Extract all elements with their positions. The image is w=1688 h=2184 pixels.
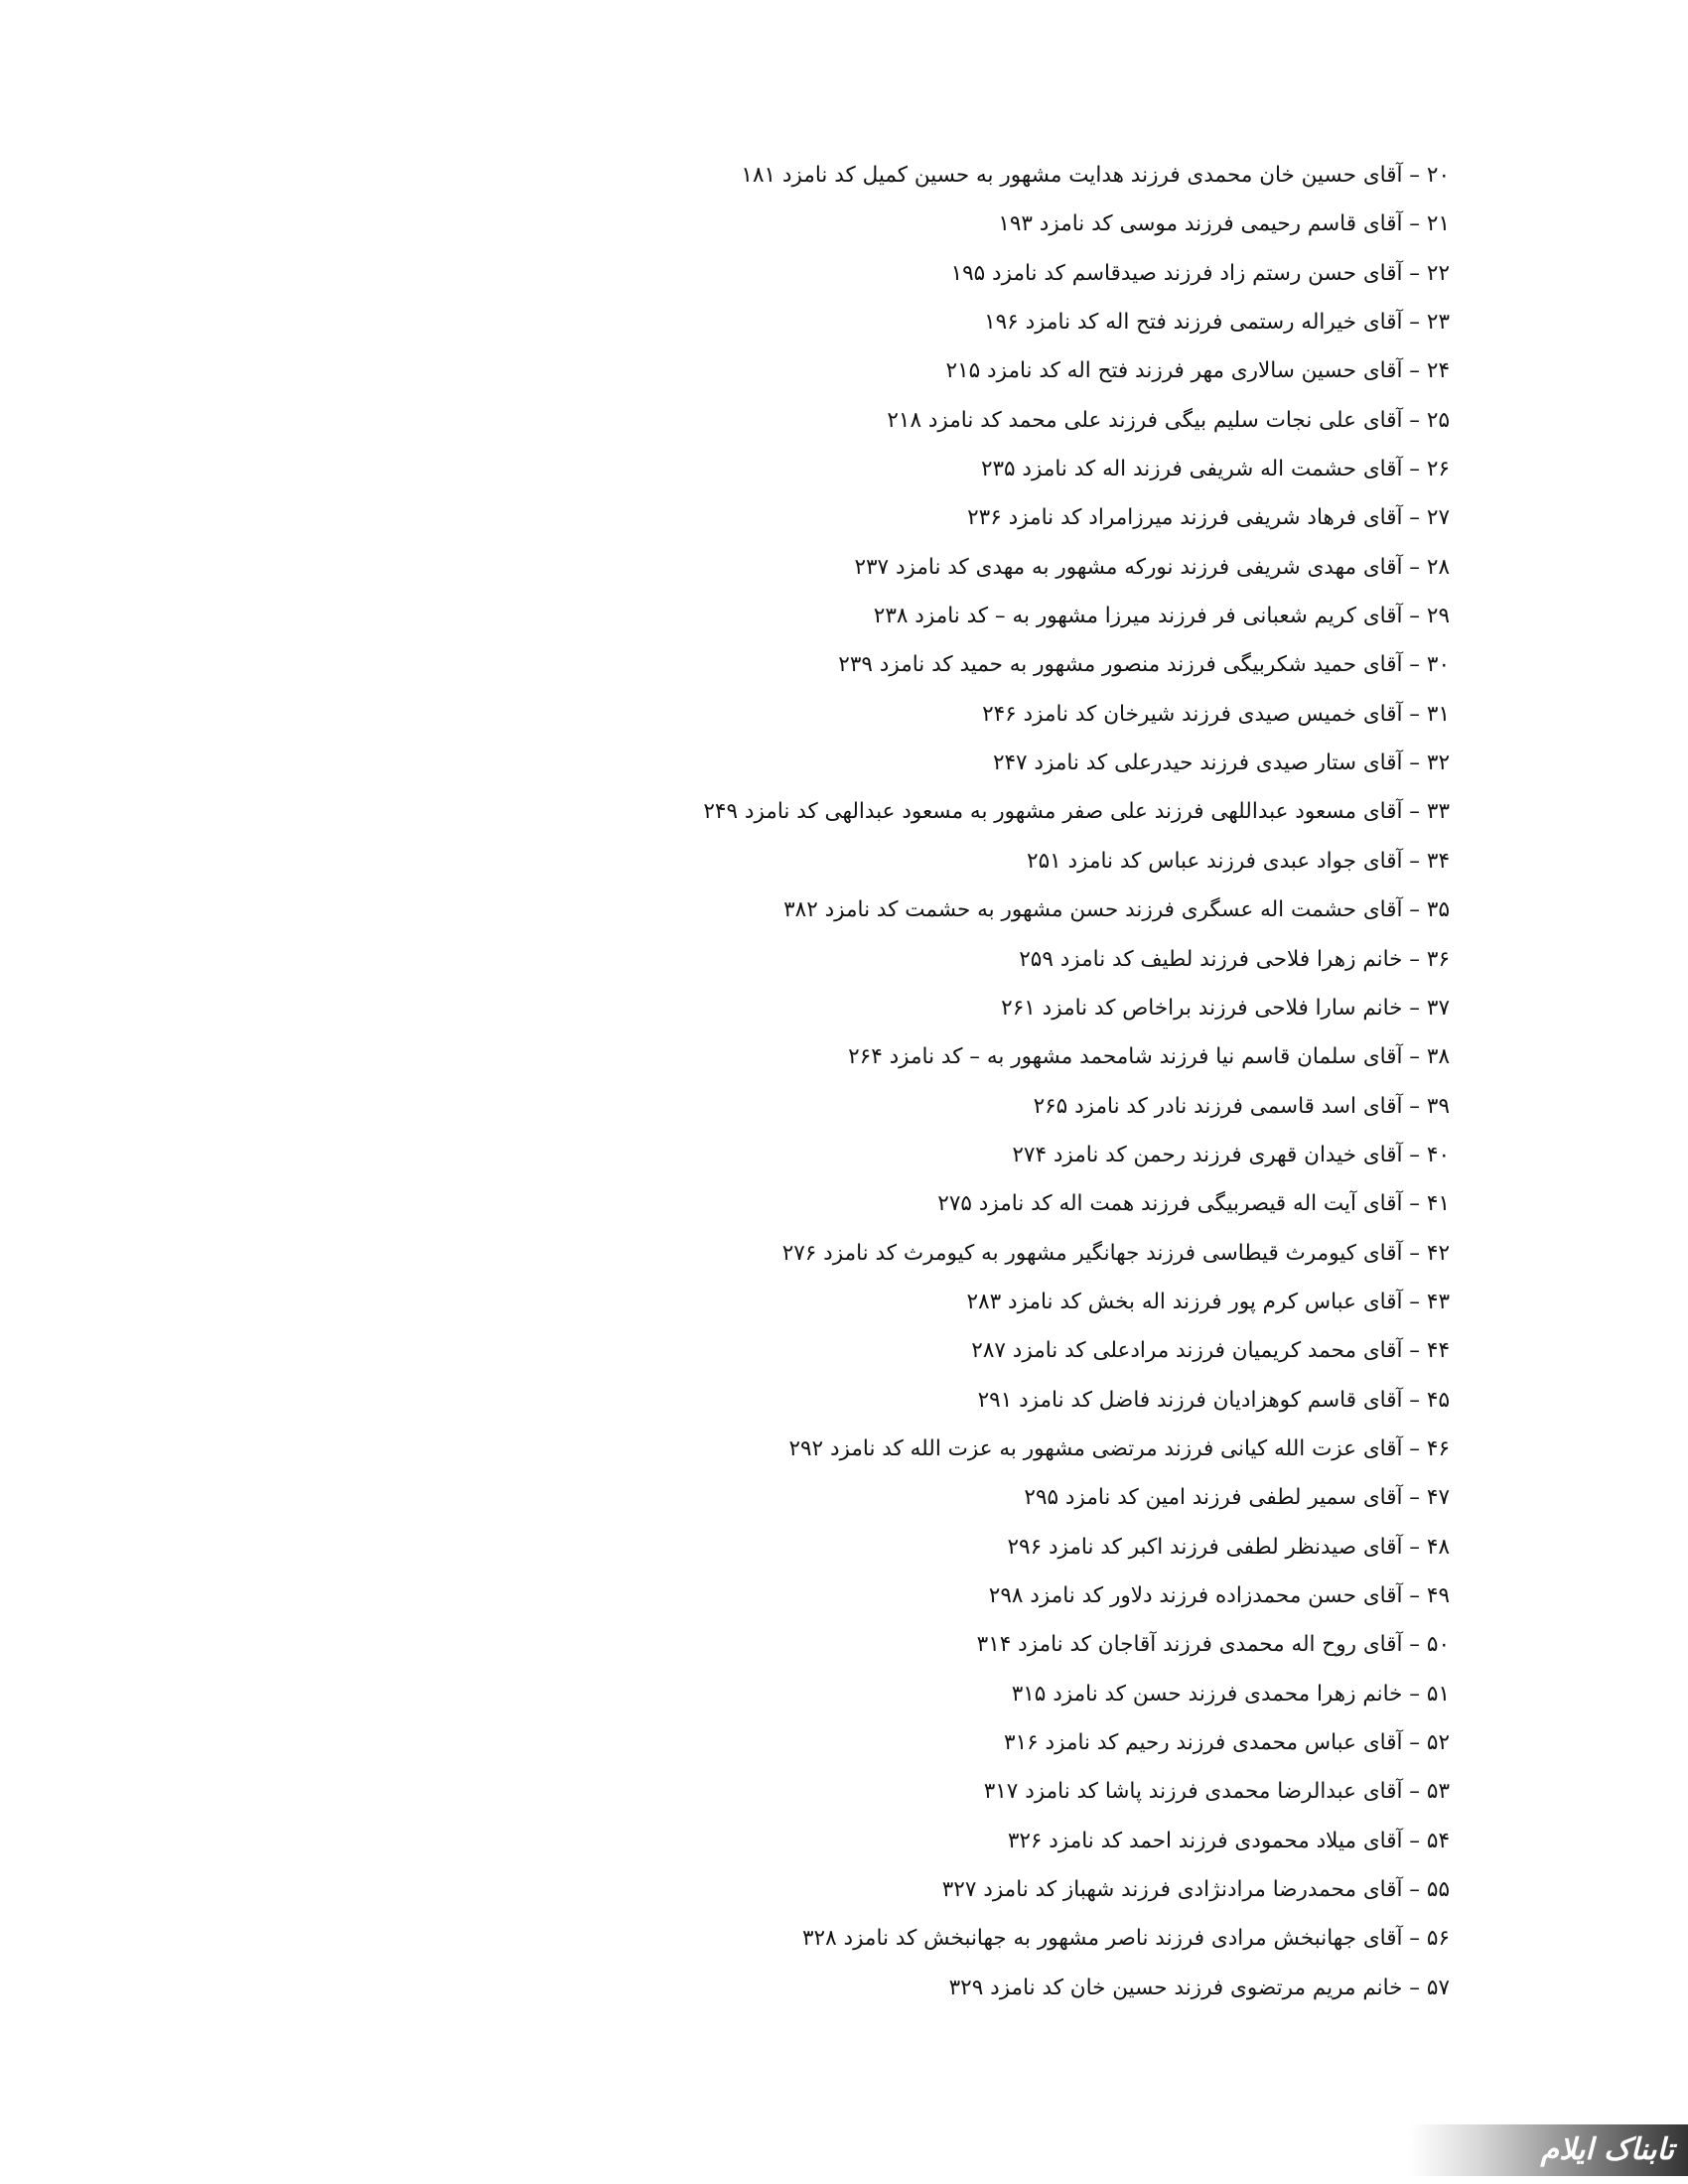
logo-text: تابناک ایلام [1540, 2132, 1674, 2167]
list-item [556, 1670, 1450, 1718]
list-item [556, 1523, 1450, 1571]
list-item [556, 640, 1450, 689]
candidate-entry: ۲۹ – آقای کریم شعبانی فر فرزند میرزا مشهور به – کد نامزد ۲۳۸ [873, 604, 1450, 629]
candidate-entry: ۳۲ – آقای ستار صیدی فرزند حیدرعلی کد نامزد ۲۴۷ [992, 751, 1450, 776]
candidate-entry: ۴۶ – آقای عزت الله کیانی فرزند مرتضی مشهور به عزت الله کد نامزد ۲۹۲ [788, 1435, 1450, 1461]
candidate-entry: ۳۳ – آقای مسعود عبداللهی فرزند علی صفر مشهور به مسعود عبدالهی کد نامزد ۲۴۹ [703, 799, 1450, 825]
list-item [556, 1082, 1450, 1131]
list-item [556, 690, 1450, 739]
list-item [556, 1571, 1450, 1620]
list-item [556, 1229, 1450, 1278]
list-item [556, 543, 1450, 592]
candidate-entry: ۳۶ – خانم زهرا فلاحی فرزند لطیف کد نامزد ۲۵۹ [1019, 946, 1450, 972]
list-item [556, 1914, 1450, 1963]
list-item [556, 984, 1450, 1032]
candidate-entry: ۵۱ – خانم زهرا محمدی فرزند حسن کد نامزد ۳۱۵ [1011, 1681, 1450, 1706]
candidate-list [556, 151, 1450, 2012]
candidate-entry: ۲۳ – آقای خیراله رستمی فرزند فتح اله کد نامزد ۱۹۶ [984, 310, 1450, 336]
list-item [556, 787, 1450, 836]
list-item [556, 935, 1450, 984]
list-item [556, 1425, 1450, 1473]
candidate-entry: ۲۰ – آقای حسین خان محمدی فرزند هدایت مشهور به حسین کمیل کد نامزد ۱۸۱ [741, 163, 1450, 188]
candidate-entry: ۴۳ – آقای عباس کرم پور فرزند اله بخش کد نامزد ۲۸۳ [966, 1289, 1450, 1314]
list-item [556, 1326, 1450, 1375]
candidate-entry: ۵۲ – آقای عباس محمدی فرزند رحیم کد نامزد ۳۱۶ [1004, 1730, 1450, 1755]
list-item [556, 739, 1450, 787]
candidate-entry: ۴۴ – آقای محمد کریمیان فرزند مرادعلی کد نامزد ۲۸۷ [971, 1338, 1450, 1364]
list-item [556, 1179, 1450, 1228]
list-item [556, 396, 1450, 445]
list-item [556, 151, 1450, 200]
candidate-entry: ۲۵ – آقای علی نجات سلیم بیگی فرزند علی محمد کد نامزد ۲۱۸ [887, 407, 1450, 433]
list-item [556, 1032, 1450, 1081]
candidate-entry: ۳۴ – آقای جواد عبدی فرزند عباس کد نامزد ۲۵۱ [1027, 848, 1450, 874]
candidate-entry: ۲۷ – آقای فرهاد شریفی فرزند میرزامراد کد نامزد ۲۳۶ [967, 505, 1450, 531]
list-item [556, 1131, 1450, 1179]
candidate-entry: ۳۱ – آقای خمیس صیدی فرزند شیرخان کد نامزد ۲۴۶ [982, 701, 1450, 727]
candidate-entry: ۴۱ – آقای آیت اله قیصربیگی فرزند همت اله کد نامزد ۲۷۵ [937, 1191, 1450, 1217]
list-item [556, 886, 1450, 934]
list-item [556, 1718, 1450, 1767]
watermark-logo [1410, 2124, 1688, 2176]
candidate-entry: ۴۵ – آقای قاسم کوهزادیان فرزند فاضل کد نامزد ۲۹۱ [977, 1387, 1450, 1413]
list-item [556, 346, 1450, 395]
candidate-entry: ۳۵ – آقای حشمت اله عسگری فرزند حسن مشهور به حشمت کد نامزد ۳۸۲ [783, 897, 1450, 923]
candidate-entry: ۵۶ – آقای جهانبخش مرادی فرزند ناصر مشهور به جهانبخش کد نامزد ۳۲۸ [802, 1926, 1450, 1952]
list-item [556, 837, 1450, 886]
candidate-entry: ۵۳ – آقای عبدالرضا محمدی فرزند پاشا کد نامزد ۳۱۷ [983, 1779, 1450, 1805]
candidate-entry: ۵۷ – خانم مریم مرتضوی فرزند حسین خان کد نامزد ۳۲۹ [948, 1975, 1450, 2000]
list-item [556, 493, 1450, 542]
candidate-entry: ۴۸ – آقای صیدنظر لطفی فرزند اکبر کد نامزد ۲۹۶ [1007, 1534, 1450, 1560]
candidate-entry: ۲۸ – آقای مهدی شریفی فرزند نورکه مشهور به مهدی کد نامزد ۲۳۷ [854, 554, 1450, 580]
candidate-entry: ۲۱ – آقای قاسم رحیمی فرزند موسی کد نامزد ۱۹۳ [998, 211, 1450, 237]
list-item [556, 1620, 1450, 1669]
candidate-entry: ۴۷ – آقای سمیر لطفی فرزند امین کد نامزد ۲۹۵ [1024, 1485, 1450, 1511]
list-item [556, 249, 1450, 298]
candidate-entry: ۳۰ – آقای حمید شکربیگی فرزند منصور مشهور به حمید کد نامزد ۲۳۹ [838, 652, 1450, 678]
candidate-entry: ۴۹ – آقای حسن محمدزاده فرزند دلاور کد نامزد ۲۹۸ [988, 1582, 1450, 1608]
candidate-entry: ۵۰ – آقای روح اله محمدی فرزند آقاجان کد نامزد ۳۱۴ [976, 1632, 1450, 1658]
candidate-entry: ۳۹ – آقای اسد قاسمی فرزند نادر کد نامزد ۲۶۵ [1033, 1093, 1450, 1119]
candidate-entry: ۵۵ – آقای محمدرضا مرادنژادی فرزند شهباز کد نامزد ۳۲۷ [941, 1877, 1450, 1903]
candidate-entry: ۲۶ – آقای حشمت اله شریفی فرزند اله کد نامزد ۲۳۵ [980, 457, 1450, 482]
candidate-entry: ۴۰ – آقای خیدان قهری فرزند رحمن کد نامزد ۲۷۴ [1012, 1142, 1450, 1167]
list-item [556, 592, 1450, 640]
candidate-entry: ۳۷ – خانم سارا فلاحی فرزند براخاص کد نامزد ۲۶۱ [1001, 995, 1450, 1021]
list-item [556, 1817, 1450, 1865]
list-item [556, 1865, 1450, 1914]
candidate-entry: ۵۴ – آقای میلاد محمودی فرزند احمد کد نامزد ۳۲۶ [1007, 1828, 1450, 1853]
list-item [556, 1767, 1450, 1816]
list-item [556, 1278, 1450, 1326]
list-item [556, 298, 1450, 346]
list-item [556, 1376, 1450, 1425]
list-item [556, 200, 1450, 248]
candidate-entry: ۲۲ – آقای حسن رستم زاد فرزند صیدقاسم کد نامزد ۱۹۵ [950, 260, 1450, 286]
list-item [556, 1964, 1450, 2012]
list-item [556, 1473, 1450, 1522]
list-item [556, 445, 1450, 493]
candidate-entry: ۳۸ – آقای سلمان قاسم نیا فرزند شامحمد مشهور به – کد نامزد ۲۶۴ [848, 1044, 1450, 1070]
candidate-entry: ۲۴ – آقای حسین سالاری مهر فرزند فتح اله کد نامزد ۲۱۵ [945, 358, 1450, 384]
candidate-entry: ۴۲ – آقای کیومرث قیطاسی فرزند جهانگیر مشهور به کیومرث کد نامزد ۲۷۶ [781, 1240, 1450, 1266]
